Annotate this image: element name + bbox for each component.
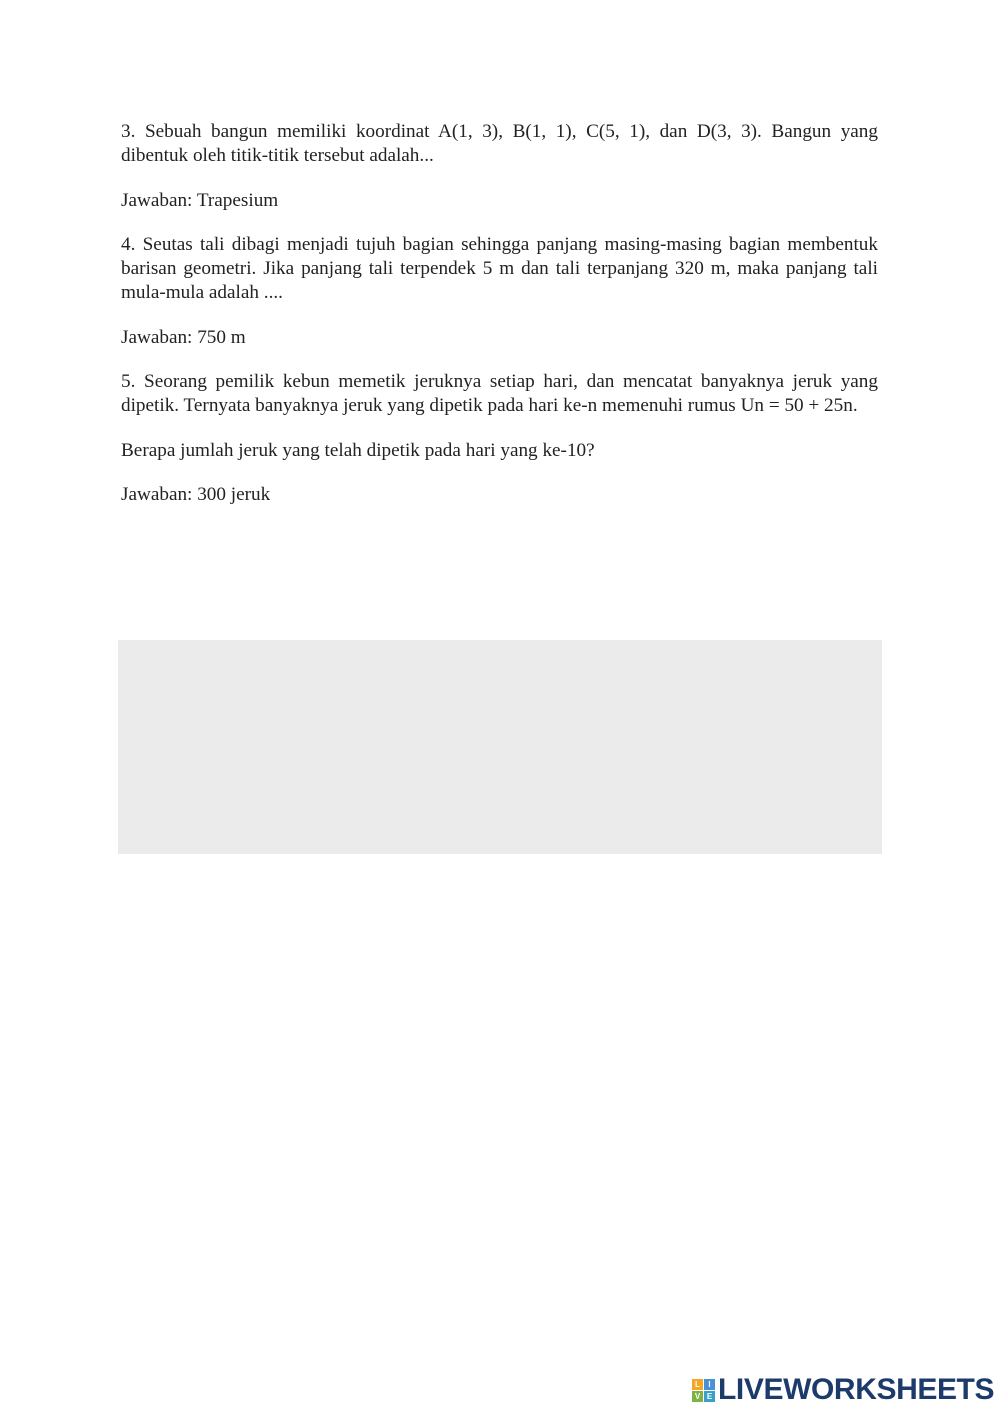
question-4-text: 4. Seutas tali dibagi menjadi tujuh bagian sehingga panjang masing-masing bagian membentuk barisan geometri. Jika panjang tali terpendek 5 m dan tali terpanjang 320 m, maka panjang tali mula-mula adalah .... bbox=[121, 234, 878, 303]
question-4-answer: Jawaban: 750 m bbox=[121, 327, 246, 348]
placeholder-box bbox=[118, 640, 882, 854]
question-5-followup: Berapa jumlah jeruk yang telah dipetik pada hari yang ke-10? bbox=[121, 440, 595, 461]
logo-letter: E bbox=[704, 1391, 715, 1402]
logo-letter: L bbox=[692, 1379, 703, 1390]
liveworksheets-logo bbox=[692, 1374, 994, 1406]
brand-name: LIVEWORKSHEETS bbox=[718, 1373, 995, 1406]
question-5-text: 5. Seorang pemilik kebun memetik jeruknya setiap hari, dan mencatat banyaknya jeruk yang dipetik. Ternyata banyaknya jeruk yang dipetik pada hari ke-n memenuhi rumus Un = 50 + 25n. bbox=[121, 371, 878, 416]
question-5-answer: Jawaban: 300 jeruk bbox=[121, 484, 271, 505]
logo-letter: I bbox=[704, 1379, 715, 1390]
question-3-answer: Jawaban: Trapesium bbox=[121, 190, 279, 211]
logo-icon bbox=[692, 1379, 715, 1402]
question-3-text: 3. Sebuah bangun memiliki koordinat A(1, 3), B(1, 1), C(5, 1), dan D(3, 3). Bangun yang dibentuk oleh titik-titik tersebut adalah... bbox=[121, 121, 878, 166]
logo-letter: V bbox=[692, 1391, 703, 1402]
worksheet-content bbox=[121, 120, 878, 527]
